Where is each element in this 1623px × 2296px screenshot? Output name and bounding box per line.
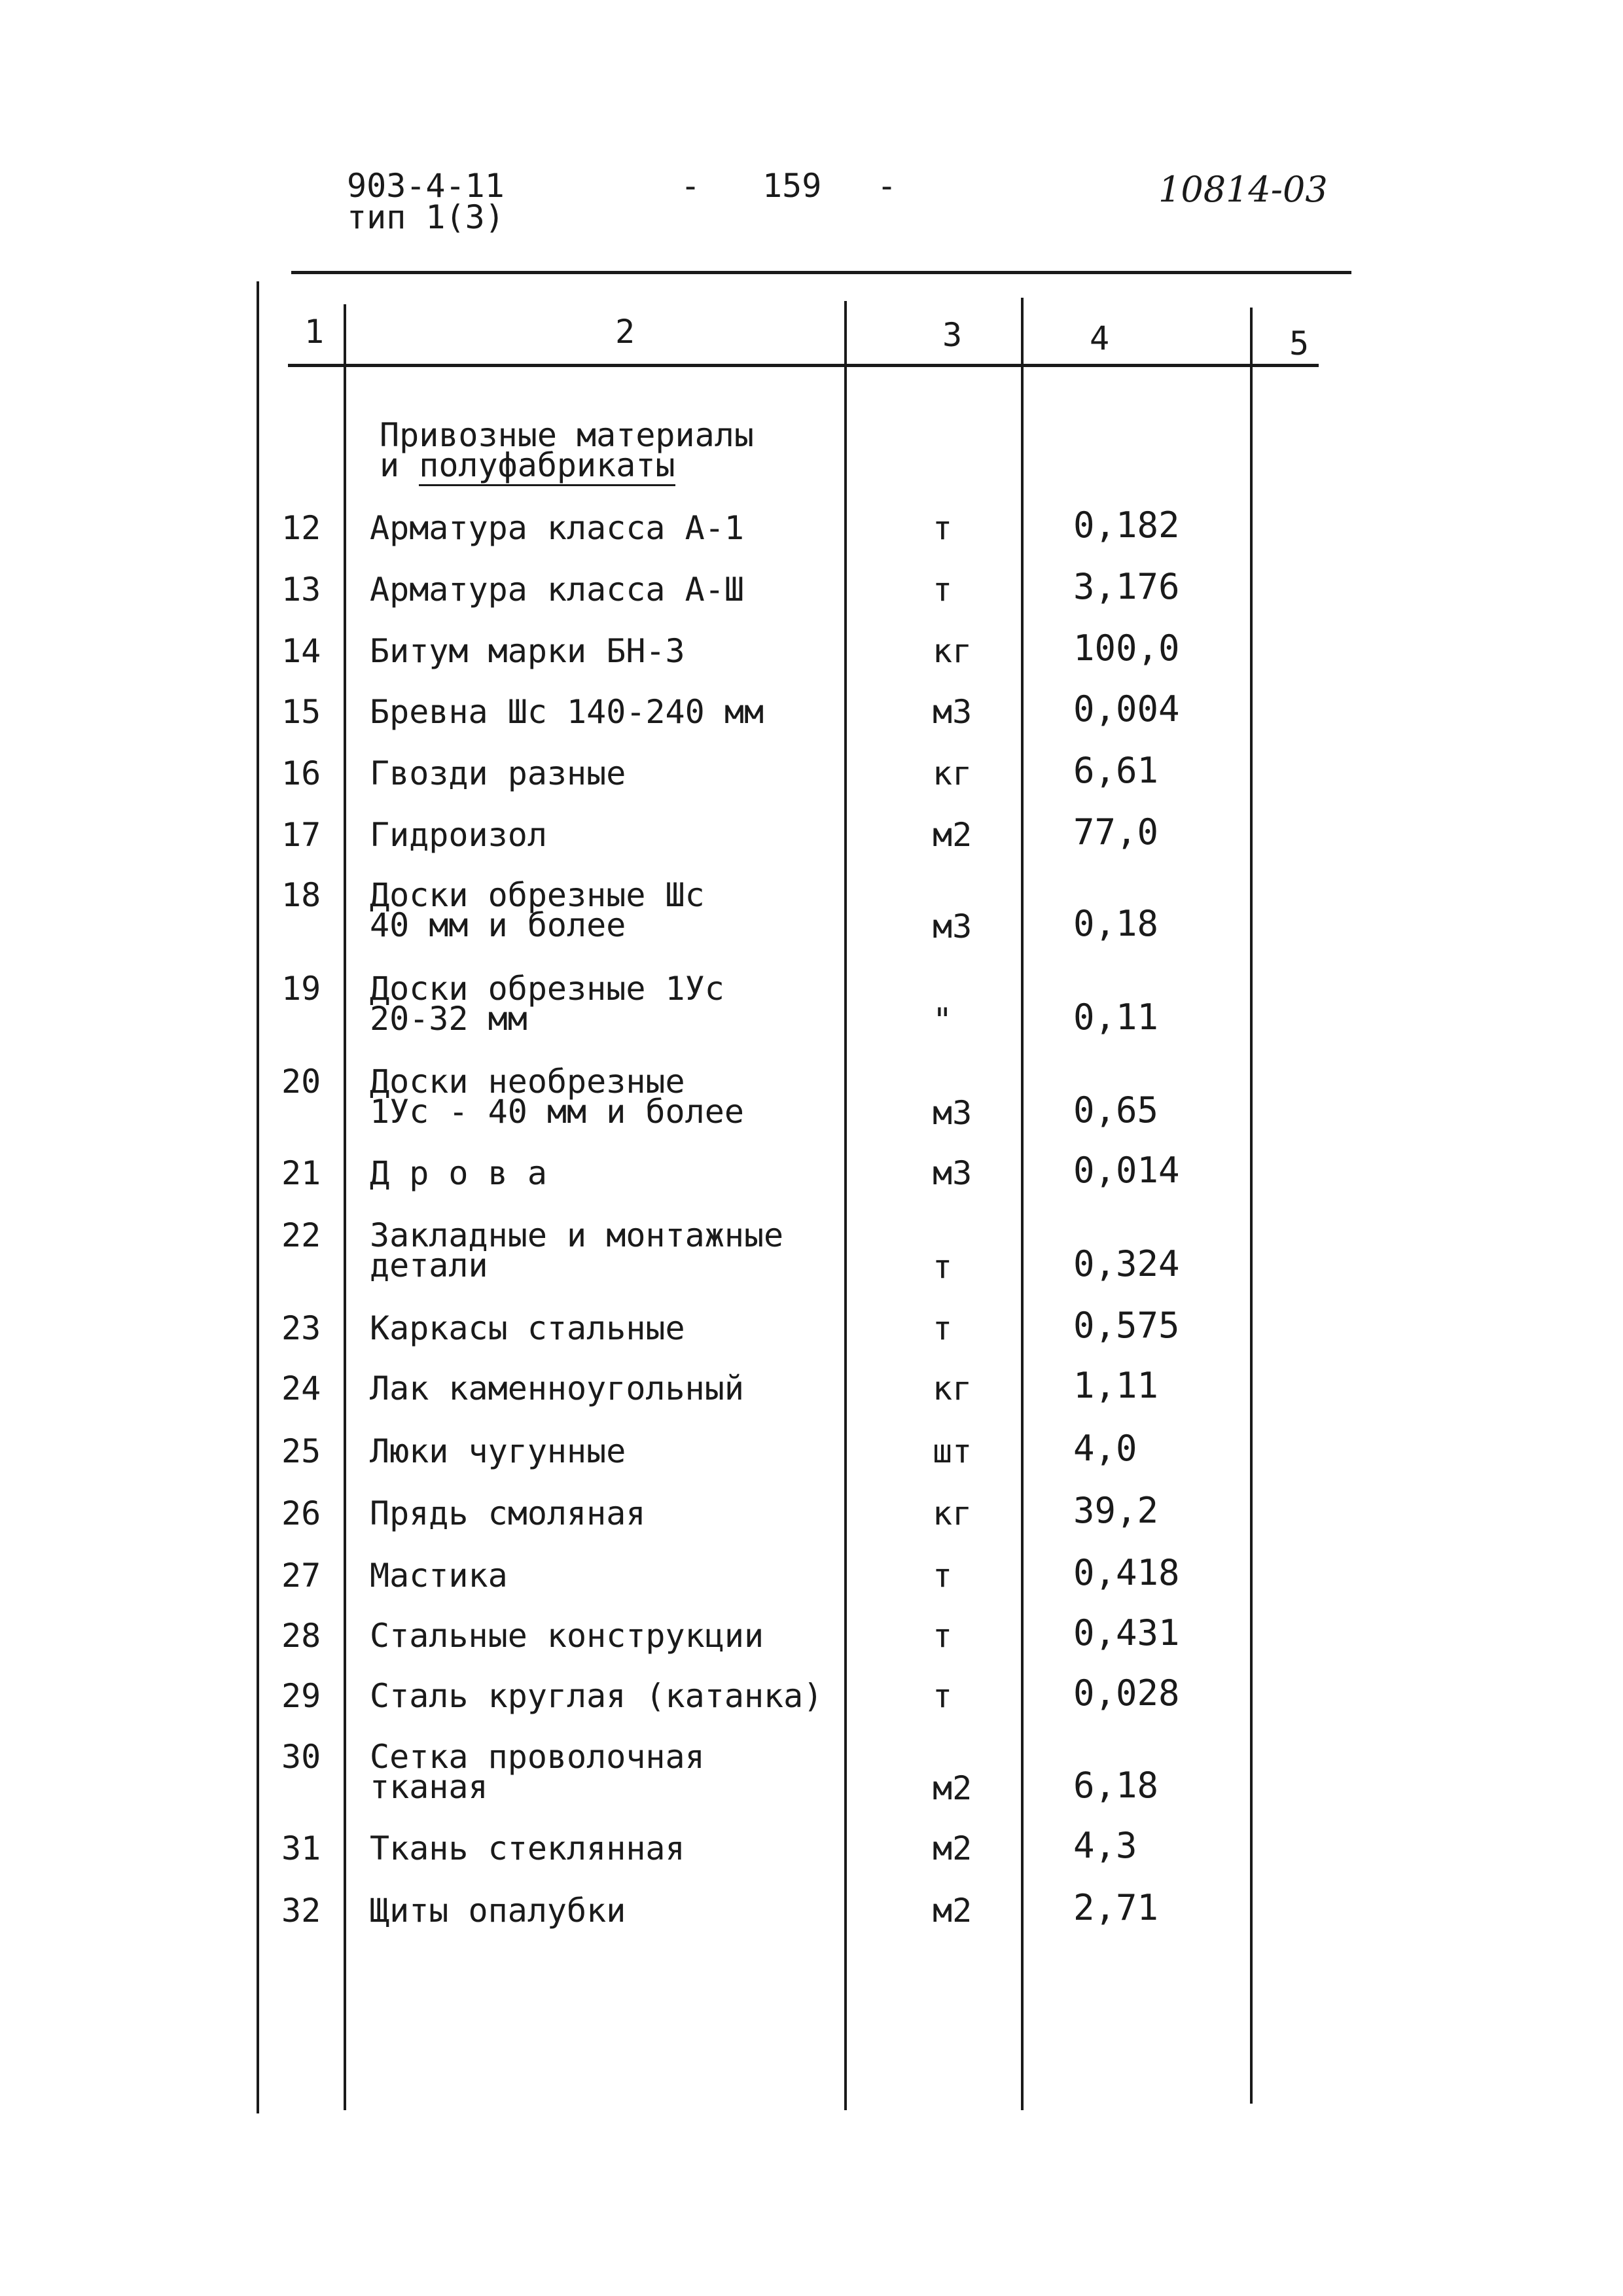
unit-of-measure: т [933, 571, 953, 609]
quantity: 1,11 [1073, 1365, 1159, 1406]
unit-of-measure: м2 [933, 1769, 972, 1807]
unit-of-measure: т [933, 509, 953, 547]
material-name-continued: детали [370, 1246, 488, 1284]
quantity: 0,004 [1073, 688, 1180, 730]
unit-of-measure: т [933, 1617, 953, 1655]
quantity: 2,71 [1073, 1887, 1159, 1928]
column-divider-2 [844, 301, 847, 2110]
material-name: Лак каменноугольный [370, 1369, 744, 1407]
row-number: 23 [281, 1309, 321, 1347]
unit-of-measure: кг [933, 632, 972, 670]
quantity: 0,418 [1073, 1552, 1180, 1593]
quantity: 0,324 [1073, 1243, 1180, 1284]
quantity: 3,176 [1073, 566, 1180, 607]
row-number: 14 [281, 632, 321, 670]
page-dash-right: - [877, 167, 897, 205]
material-name: Гидроизол [370, 816, 547, 854]
column-number-5: 5 [1289, 325, 1310, 362]
document-type: тип 1(3) [347, 198, 505, 236]
material-name-continued: тканая [370, 1768, 488, 1806]
page-number: 159 [762, 167, 822, 205]
row-number: 24 [281, 1369, 321, 1407]
material-name-continued: 40 мм и более [370, 906, 626, 944]
unit-of-measure: т [933, 1309, 953, 1347]
row-number: 13 [281, 571, 321, 609]
row-number: 32 [281, 1892, 321, 1930]
section-heading-prefix: и [380, 446, 419, 484]
row-number: 16 [281, 754, 321, 792]
material-name: Стальные конструкции [370, 1617, 764, 1655]
row-number: 30 [281, 1738, 321, 1776]
unit-of-measure: м2 [933, 1829, 972, 1867]
page-dash-left: - [681, 167, 701, 205]
quantity: 0,182 [1073, 504, 1180, 546]
unit-of-measure: м3 [933, 1154, 972, 1192]
row-number: 31 [281, 1829, 321, 1867]
material-name: Доски обрезные Шс [370, 876, 705, 914]
material-name: Мастика [370, 1557, 508, 1595]
row-number: 28 [281, 1617, 321, 1655]
document-code: 903-4-11 [347, 167, 505, 205]
row-number: 19 [281, 970, 321, 1008]
material-name-continued: 20-32 мм [370, 1000, 527, 1038]
column-number-2: 2 [615, 313, 635, 351]
table-top-rule [291, 271, 1351, 274]
quantity: 4,0 [1073, 1428, 1137, 1469]
table-left-border [257, 281, 259, 2113]
material-name: Д р о в а [370, 1154, 547, 1192]
material-name: Прядь смоляная [370, 1494, 646, 1532]
material-name: Ткань стеклянная [370, 1829, 685, 1867]
quantity: 39,2 [1073, 1490, 1159, 1531]
material-name: Доски необрезные [370, 1063, 685, 1101]
material-name: Гвозди разные [370, 754, 626, 792]
row-number: 15 [281, 693, 321, 731]
quantity: 0,65 [1073, 1089, 1159, 1131]
column-number-3: 3 [942, 316, 963, 354]
material-name: Арматура класса А-Ш [370, 571, 744, 609]
quantity: 0,11 [1073, 997, 1159, 1038]
material-name: Щиты опалубки [370, 1892, 626, 1930]
unit-of-measure: кг [933, 1494, 972, 1532]
quantity: 0,18 [1073, 903, 1159, 944]
material-name: Каркасы стальные [370, 1309, 685, 1347]
material-name: Доски обрезные 1Ус [370, 970, 724, 1008]
section-heading-line2 [380, 446, 675, 484]
material-name-continued: 1Ус - 40 мм и более [370, 1093, 744, 1131]
quantity: 0,028 [1073, 1672, 1180, 1714]
unit-of-measure: кг [933, 1369, 972, 1407]
unit-of-measure: м2 [933, 1892, 972, 1930]
quantity: 0,575 [1073, 1305, 1180, 1346]
column-number-4: 4 [1090, 319, 1110, 357]
quantity: 100,0 [1073, 627, 1180, 669]
row-number: 18 [281, 876, 321, 914]
unit-of-measure: шт [933, 1432, 972, 1470]
unit-of-measure: м2 [933, 816, 972, 854]
row-number: 25 [281, 1432, 321, 1470]
unit-of-measure: т [933, 1557, 953, 1595]
material-name: Закладные и монтажные [370, 1216, 784, 1254]
row-number: 29 [281, 1677, 321, 1715]
row-number: 22 [281, 1216, 321, 1254]
material-name: Битум марки БН-3 [370, 632, 685, 670]
row-number: 27 [281, 1557, 321, 1595]
column-number-1: 1 [304, 313, 325, 351]
column-divider-4 [1250, 308, 1253, 2104]
row-number: 17 [281, 816, 321, 854]
quantity: 6,18 [1073, 1765, 1159, 1806]
unit-of-measure: кг [933, 754, 972, 792]
row-number: 21 [281, 1154, 321, 1192]
document-number-handwritten: 10814-03 [1158, 169, 1328, 210]
unit-of-measure: т [933, 1248, 953, 1286]
column-divider-3 [1021, 298, 1024, 2110]
unit-of-measure: т [933, 1677, 953, 1715]
column-divider-1 [344, 304, 346, 2110]
unit-of-measure: " [933, 1001, 953, 1039]
row-number: 26 [281, 1494, 321, 1532]
quantity: 0,014 [1073, 1150, 1180, 1191]
material-name: Бревна Шс 140-240 мм [370, 693, 764, 731]
table-header-rule [288, 364, 1319, 367]
quantity: 4,3 [1073, 1825, 1137, 1866]
section-heading-line1: Привозные материалы [380, 416, 754, 454]
quantity: 0,431 [1073, 1612, 1180, 1653]
quantity: 6,61 [1073, 750, 1159, 791]
unit-of-measure: м3 [933, 1094, 972, 1132]
section-heading-underlined: полуфабрикаты [419, 446, 675, 486]
row-number: 20 [281, 1063, 321, 1101]
unit-of-measure: м3 [933, 693, 972, 731]
material-name: Сетка проволочная [370, 1738, 705, 1776]
unit-of-measure: м3 [933, 908, 972, 945]
row-number: 12 [281, 509, 321, 547]
material-name: Арматура класса А-1 [370, 509, 744, 547]
material-name: Сталь круглая (катанка) [370, 1677, 823, 1715]
material-name: Люки чугунные [370, 1432, 626, 1470]
quantity: 77,0 [1073, 811, 1159, 853]
